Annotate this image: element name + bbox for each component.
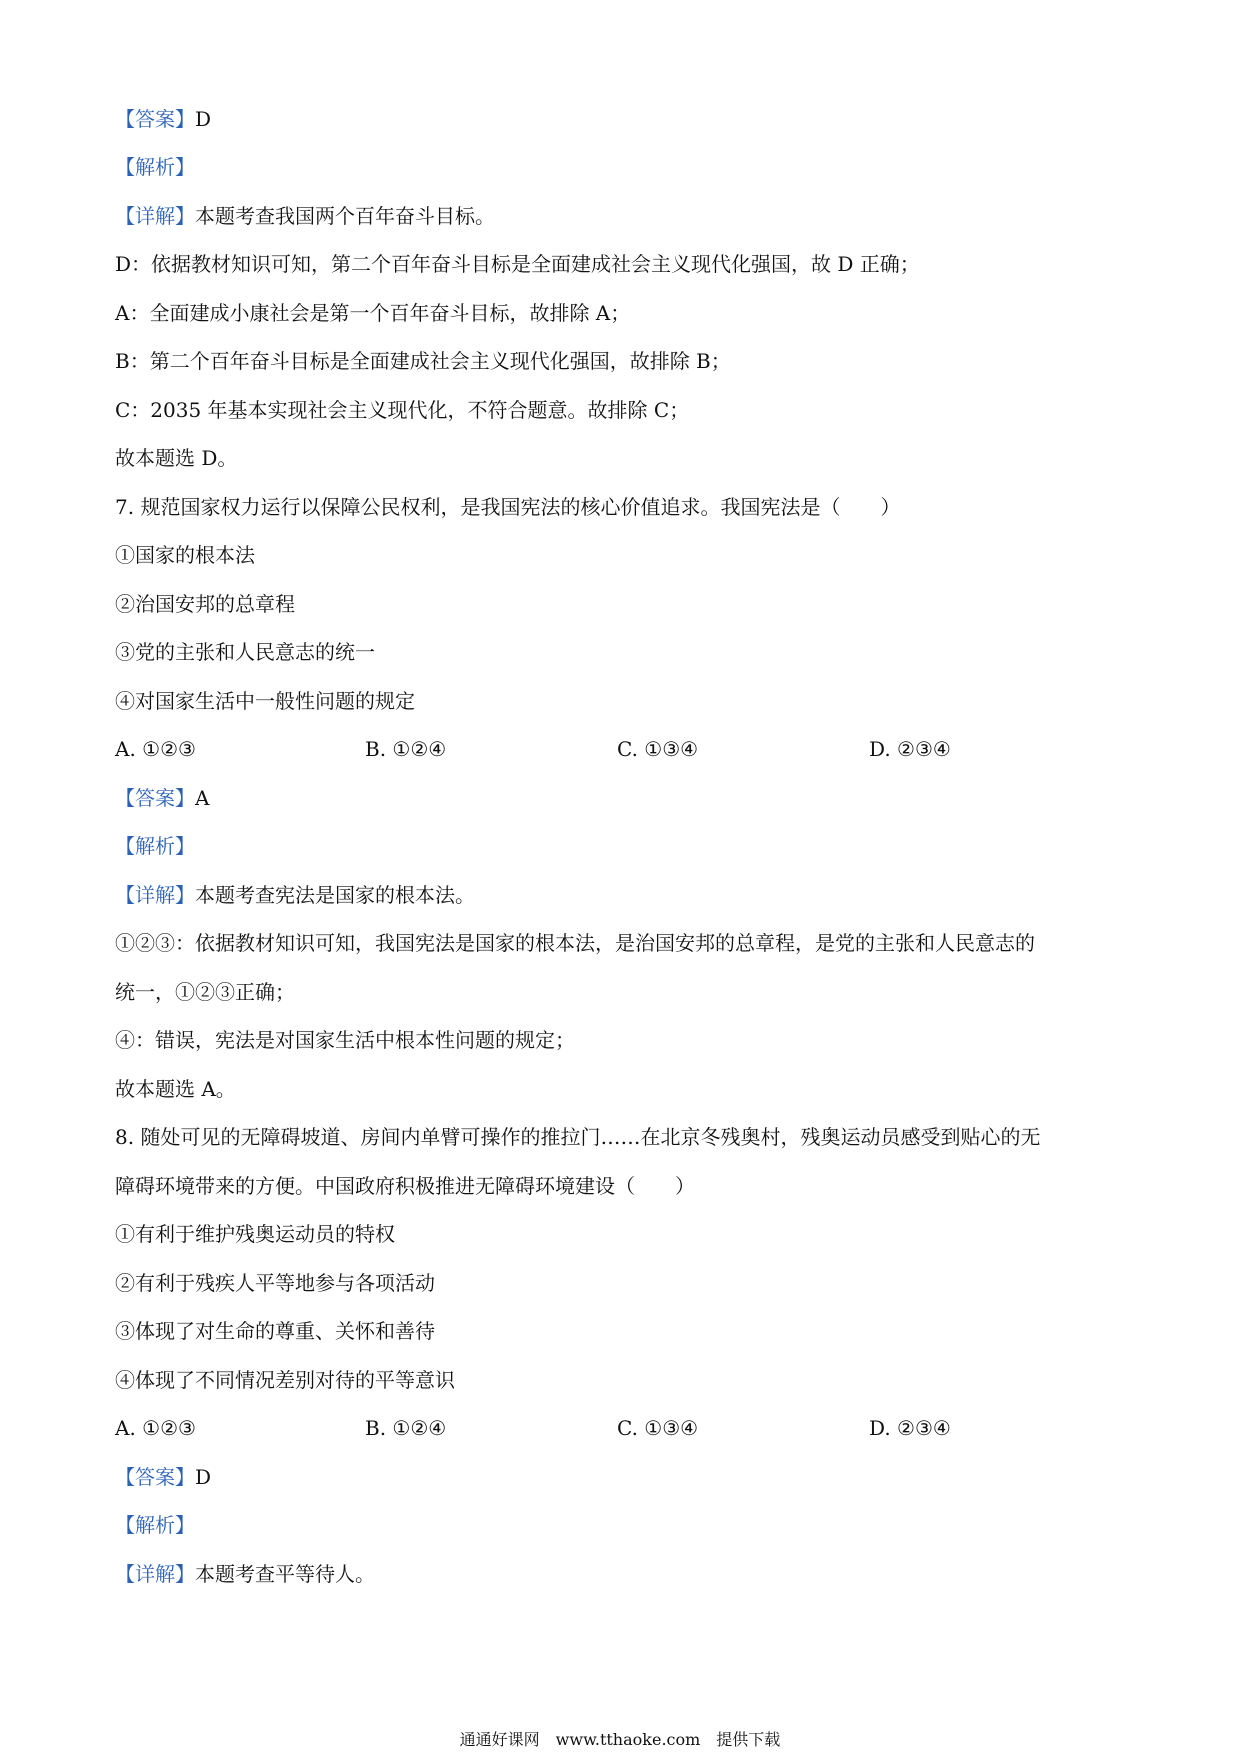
q6-line-d: D：依据教材知识可知，第二个百年奋斗目标是全面建成社会主义现代化强国，故 D 正确；	[115, 252, 920, 276]
q7-analysis-tag: 【解析】	[115, 834, 195, 858]
q8-option-c: C. ①③④	[617, 1416, 699, 1440]
answer-value: D	[195, 1465, 212, 1489]
q6-line-b: B：第二个百年奋斗目标是全面建成社会主义现代化强国，故排除 B；	[115, 349, 731, 373]
q7-explanation-line-2: 统一，①②③正确；	[115, 980, 295, 1004]
q6-analysis-tag: 【解析】	[115, 155, 195, 179]
q8-item-1: ①有利于维护残奥运动员的特权	[115, 1222, 395, 1246]
q7-item-1: ①国家的根本法	[115, 543, 255, 567]
q7-detail: 【详解】本题考查宪法是国家的根本法。	[115, 883, 475, 907]
q7-explanation-line-1: ①②③：依据教材知识可知，我国宪法是国家的根本法，是治国安邦的总章程，是党的主张和人民意志的	[115, 931, 1035, 955]
answer-tag: 【答案】	[115, 786, 195, 810]
q7-option-d: D. ②③④	[869, 737, 951, 761]
q7-explanation-line-3: ④：错误，宪法是对国家生活中根本性问题的规定；	[115, 1028, 575, 1052]
q7-conclusion: 故本题选 A。	[115, 1077, 236, 1101]
q6-conclusion: 故本题选 D。	[115, 446, 238, 470]
q6-answer	[115, 105, 211, 133]
answer-tag: 【答案】	[115, 1465, 195, 1489]
q7-stem: 7. 规范国家权力运行以保障公民权利，是我国宪法的核心价值追求。我国宪法是（ ）	[115, 495, 901, 519]
q8-option-b: B. ①②④	[365, 1416, 447, 1440]
q8-detail: 【详解】本题考查平等待人。	[115, 1562, 375, 1586]
q6-detail: 【详解】本题考查我国两个百年奋斗目标。	[115, 204, 495, 228]
detail-tag: 【详解】	[115, 1562, 195, 1586]
q8-option-d: D. ②③④	[869, 1416, 951, 1440]
q8-answer	[115, 1463, 211, 1491]
q6-line-c: C：2035 年基本实现社会主义现代化，不符合题意。故排除 C；	[115, 398, 690, 422]
q7-answer	[115, 784, 209, 812]
answer-tag: 【答案】	[115, 107, 195, 131]
detail-tag: 【详解】	[115, 883, 195, 907]
q7-option-c: C. ①③④	[617, 737, 699, 761]
q8-analysis-tag: 【解析】	[115, 1513, 195, 1537]
q8-item-2: ②有利于残疾人平等地参与各项活动	[115, 1271, 435, 1295]
q6-line-a: A：全面建成小康社会是第一个百年奋斗目标，故排除 A；	[115, 301, 631, 325]
q8-item-4: ④体现了不同情况差别对待的平等意识	[115, 1368, 455, 1392]
detail-tag: 【详解】	[115, 204, 195, 228]
q8-option-a: A. ①②③	[115, 1416, 196, 1440]
answer-value: D	[195, 107, 212, 131]
page-footer: 通通好课网 www.tthaoke.com 提供下载	[459, 1730, 781, 1749]
q7-item-4: ④对国家生活中一般性问题的规定	[115, 689, 415, 713]
q8-stem-line-1: 8. 随处可见的无障碍坡道、房间内单臂可操作的推拉门……在北京冬残奥村，残奥运动员感受到贴心的无	[115, 1125, 1041, 1149]
q7-item-3: ③党的主张和人民意志的统一	[115, 640, 375, 664]
q7-option-b: B. ①②④	[365, 737, 447, 761]
q8-item-3: ③体现了对生命的尊重、关怀和善待	[115, 1319, 435, 1343]
q7-option-a: A. ①②③	[115, 737, 196, 761]
q7-item-2: ②治国安邦的总章程	[115, 592, 295, 616]
answer-value: A	[195, 786, 210, 810]
q8-stem-line-2: 障碍环境带来的方便。中国政府积极推进无障碍环境建设（ ）	[115, 1174, 695, 1198]
